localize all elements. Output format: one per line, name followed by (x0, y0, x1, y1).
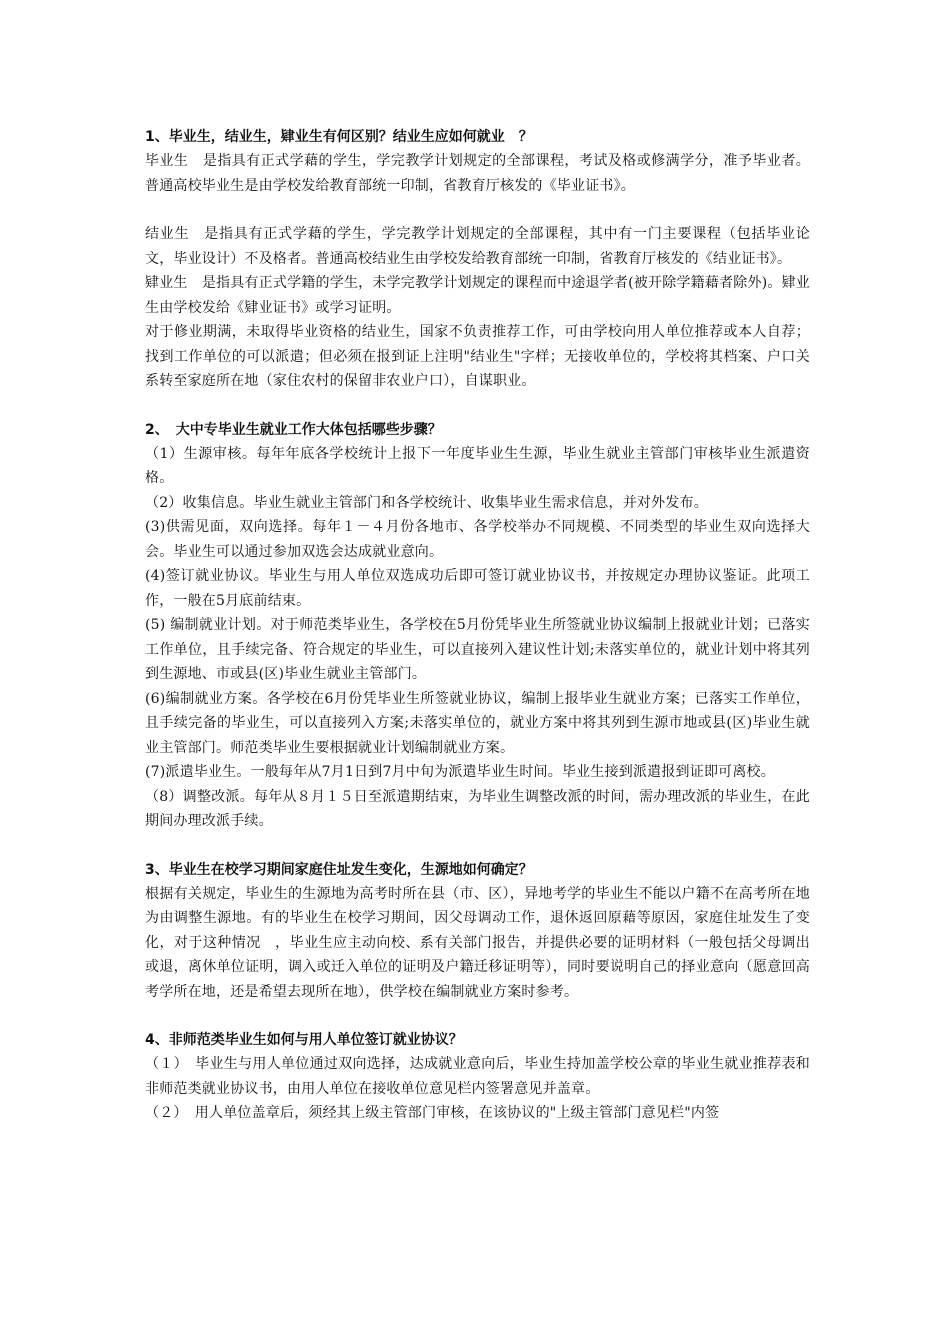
blank-line (145, 1004, 810, 1028)
section-heading: 4、非师范类毕业生如何与用人单位签订就业协议？ (145, 1032, 463, 1048)
paragraph: 对于修业期满，未取得毕业资格的结业生，国家不负责推荐工作，可由学校向用人单位推荐或本人自荐；找到工作单位的可以派遣；但必须在报到证上注明"结业生"字样；无接收单位的，学校将其档案、户口关系转至家庭所在地（家住农村的保留非农业户口），自谋职业。 (145, 324, 810, 389)
paragraph: (3)供需见面，双向选择。每年１－４月份各地市、各学校举办不同规模、不同类型的毕业生双向选择大会。毕业生可以通过参加双选会达成就业意向。 (145, 519, 810, 560)
section-heading: 2、 大中专毕业生就业工作大体包括哪些步骤？ (145, 421, 442, 438)
paragraph: （8）调整改派。每年从８月１５日至派遣期结束，为毕业生调整改派的时间，需办理改派的毕业生，在此期间办理改派手续。 (145, 788, 810, 829)
section-heading: 3、毕业生在校学习期间家庭住址发生变化，生源地如何确定？ (145, 861, 533, 878)
paragraph: 毕业生 是指具有正式学藉的学生，学完教学计划规定的全部课程，考试及格或修满学分，准予毕业者。普通高校毕业生是由学校发给教育部统一印制，省教育厅核发的《毕业证书》。 (145, 153, 810, 194)
paragraph: (4)签订就业协议。毕业生与用人单位双选成功后即可签订就业协议书，并按规定办理协议鉴证。此项工作，一般在5月底前结束。 (145, 568, 810, 609)
paragraph: (7)派遣毕业生。一般每年从7月1日到7月中旬为派遣毕业生时间。毕业生接到派遣报到证即可离校。 (145, 764, 775, 780)
paragraph: 肄业生 是指具有正式学籍的学生，未学完教学计划规定的课程而中途退学者(被开除学籍藉者除外)。肄业生由学校发给《肄业证书》或学习证明。 (145, 275, 810, 316)
paragraph: （２） 用人单位盖章后，须经其上级主管部门审核，在该协议的"上级主管部门意见栏"内签 (145, 1105, 720, 1121)
document-page (145, 125, 810, 1126)
section-heading: 1、毕业生，结业生，肄业生有何区别？结业生应如何就业 ？ (145, 129, 533, 145)
paragraph: 结业生 是指具有正式学藉的学生，学完教学计划规定的全部课程，其中有一门主要课程（包括毕业论文，毕业设计）不及格者。普通高校结业生由学校发给教育部统一印制，省教育厅核发的《结业证书》。 (145, 226, 810, 267)
blank-line (145, 198, 810, 222)
paragraph: （１） 毕业生与用人单位通过双向选择，达成就业意向后，毕业生持加盖学校公章的毕业生就业推荐表和非师范类就业协议书，由用人单位在接收单位意见栏内签署意见并盖章。 (145, 1056, 810, 1097)
blank-line (145, 394, 810, 418)
paragraph: (6)编制就业方案。各学校在6月份凭毕业生所签就业协议，编制上报毕业生就业方案；已落实工作单位，且手续完备的毕业生，可以直接列入方案;未落实单位的，就业方案中将其列到生源市地或县(区)毕业生就业主管部门。师范类毕业生要根据就业计划编制就业方案。 (145, 690, 810, 756)
blank-line (145, 834, 810, 858)
paragraph: （1）生源审核。每年年底各学校统计上报下一年度毕业生生源，毕业生就业主管部门审核毕业生派遣资格。 (145, 445, 810, 486)
paragraph: 根据有关规定，毕业生的生源地为高考时所在县（市、区），异地考学的毕业生不能以户籍不在高考所在地为由调整生源地。有的毕业生在校学习期间，因父母调动工作，退休返回原藉等原因，家庭住址发生了变化，对于这种情况 ，毕业生应主动向校、系有关部门报告，并提供必要的证明材料（一般包括父母调出或退，离休单位证明，调入或迁入单位的证明及户籍迁移证明等），同时要说明自己的择业意向（愿意回高考学所在地，还是希望去现所在地），供学校在编制就业方案时参考。 (145, 885, 810, 1000)
paragraph: （2）收集信息。毕业生就业主管部门和各学校统计、收集毕业生需求信息，并对外发布。 (145, 494, 708, 511)
paragraph: (5) 编制就业计划。对于师范类毕业生，各学校在5月份凭毕业生所签就业协议编制上报就业计划；已落实工作单位，且手续完备、符合规定的毕业生，可以直接列入建议性计划;未落实单位的，就业计划中将其列到生源地、市或县(区)毕业生就业主管部门。 (145, 617, 810, 682)
